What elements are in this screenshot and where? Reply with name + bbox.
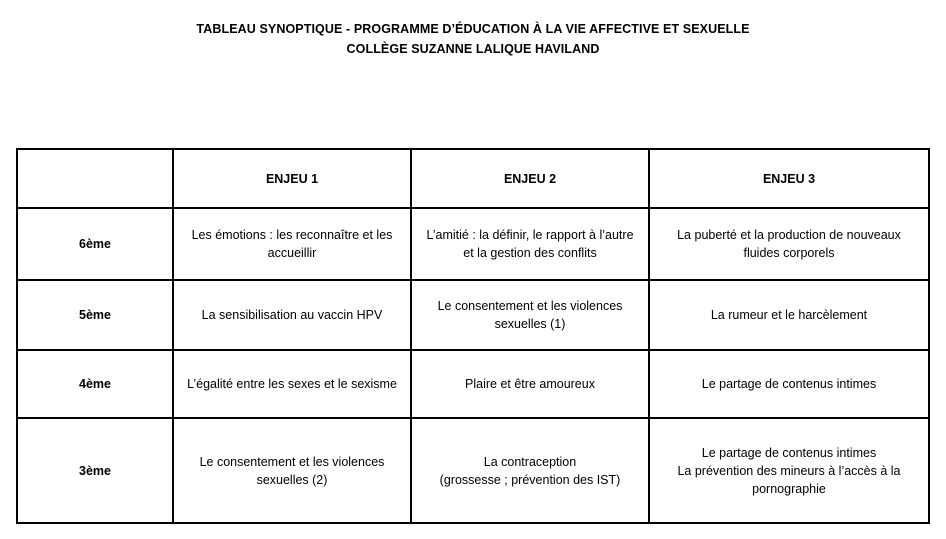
cell-6eme-enjeu-2: L’amitié : la définir, le rapport à l’autre et la gestion des conflits [411, 208, 649, 280]
cell-5eme-enjeu-2: Le consentement et les violences sexuelles (1) [411, 280, 649, 350]
cell-4eme-enjeu-3: Le partage de contenus intimes [649, 350, 929, 418]
cell-5eme-enjeu-3: La rumeur et le harcèlement [649, 280, 929, 350]
cell-3eme-enjeu-1: Le consentement et les violences sexuelles (2) [173, 418, 411, 523]
cell-3eme-enjeu-3 [649, 418, 929, 523]
column-header-enjeu-1: ENJEU 1 [173, 149, 411, 208]
cell-line: (grossesse ; prévention des IST) [439, 472, 621, 487]
table-row-4eme [17, 350, 929, 418]
document-title: TABLEAU SYNOPTIQUE - PROGRAMME D’ÉDUCATION À LA VIE AFFECTIVE ET SEXUELLE [196, 22, 750, 36]
table-header-row [17, 149, 929, 208]
cell-4eme-enjeu-1: L’égalité entre les sexes et le sexisme [173, 350, 411, 418]
cell-4eme-enjeu-2: Plaire et être amoureux [411, 350, 649, 418]
cell-line: La prévention des mineurs à l’accès à la pornographie [677, 463, 901, 496]
document-subtitle: COLLÈGE SUZANNE LALIQUE HAVILAND [346, 42, 600, 56]
cell-3eme-enjeu-2 [411, 418, 649, 523]
table-row-5eme [17, 280, 929, 350]
cell-6eme-enjeu-1: Les émotions : les reconnaître et les accueillir [173, 208, 411, 280]
corner-cell [17, 149, 173, 208]
row-header-5eme: 5ème [17, 280, 173, 350]
synoptic-table [16, 148, 930, 524]
row-header-3eme: 3ème [17, 418, 173, 523]
cell-line: La contraception [483, 454, 577, 469]
cell-line: Le partage de contenus intimes [701, 445, 877, 460]
table-row-6eme [17, 208, 929, 280]
column-header-enjeu-2: ENJEU 2 [411, 149, 649, 208]
cell-6eme-enjeu-3: La puberté et la production de nouveaux fluides corporels [649, 208, 929, 280]
column-header-enjeu-3: ENJEU 3 [649, 149, 929, 208]
row-header-6eme: 6ème [17, 208, 173, 280]
cell-5eme-enjeu-1: La sensibilisation au vaccin HPV [173, 280, 411, 350]
row-header-4eme: 4ème [17, 350, 173, 418]
table-row-3eme [17, 418, 929, 523]
